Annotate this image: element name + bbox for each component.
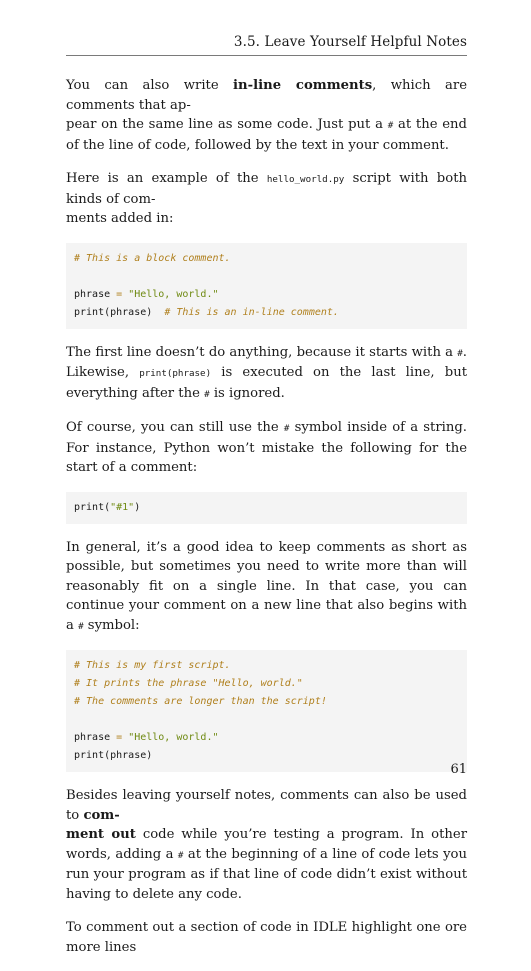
text: To comment out a section of code in IDLE highlight one ore more lines [66, 920, 467, 955]
term-inline-comments: in-line comments [233, 78, 373, 93]
paragraph-multiline-comments [66, 538, 467, 637]
text: Here is an example of the [66, 171, 267, 186]
term-comment-out: ment out [66, 827, 136, 842]
text: symbol inside of a string. For instance, Python won’t mistake the following for the start of a comment: [66, 420, 467, 475]
text: code while you’re testing a program. In other words, adding a [66, 827, 468, 862]
text: In general, it’s a good idea to keep comments as short as possible, but sometimes you need to write more than will reasonably fit on a single line. In that case, you can continue your comment on a new line that also begins with a [66, 539, 467, 633]
code-call: print( [74, 501, 111, 513]
inline-code: # [78, 620, 84, 632]
code-comment: # The comments are longer than the script! [74, 696, 327, 707]
text: The first line doesn’t do anything, because it starts with a [66, 344, 458, 360]
text: , which are comments that ap- [66, 78, 468, 113]
code-comment: # This is my first script. [74, 660, 231, 671]
page-content [66, 76, 467, 971]
text: Besides leaving yourself notes, comments can also be used to [66, 788, 467, 823]
code-comment: # This is a block comment. [74, 252, 231, 264]
code-block-multiline [66, 650, 467, 772]
text: You can also write [66, 78, 234, 93]
text: is ignored. [209, 385, 285, 401]
paragraph-comment-out [66, 786, 467, 904]
text: at the end of the line of code, followed by the text in your comment. [66, 117, 467, 153]
header-rule [66, 55, 467, 56]
code-string: "#1" [110, 501, 135, 513]
inline-code: # [457, 347, 463, 359]
code-variable: phrase [74, 732, 111, 743]
text: . Likewise, [66, 344, 467, 380]
code-block-hash-string [66, 492, 467, 524]
text: symbol: [83, 617, 140, 633]
code-call: ) [134, 501, 141, 513]
text: script with both kinds of com- [66, 171, 467, 207]
inline-code: # [283, 423, 290, 434]
code-comment: # It prints the phrase "Hello, world." [74, 678, 303, 689]
text: pear on the same line as some code. Just put a [66, 117, 388, 132]
code-string: "Hello, world." [128, 288, 219, 300]
paragraph-hash-in-string [66, 418, 467, 478]
page-number: 61 [450, 762, 467, 777]
text: Of course, you can still use the [66, 420, 284, 435]
inline-code: print(phrase) [139, 368, 212, 379]
text: is executed on the last line, but everything after the [66, 365, 468, 401]
inline-code: # [204, 388, 210, 400]
paragraph-idle-instructions [66, 918, 467, 957]
running-header: 3.5. Leave Yourself Helpful Notes [233, 34, 467, 50]
code-call: print(phrase) [74, 750, 153, 761]
inline-code-filename: hello_world.py [266, 174, 345, 185]
code-variable: phrase [74, 288, 111, 300]
code-block-example [66, 243, 467, 329]
code-string: "Hello, world." [128, 732, 219, 743]
text: at the beginning of a line of code lets you run your program as if that line of code didn’t exist without having to delete any code. [66, 846, 467, 902]
paragraph-explanation [66, 343, 467, 405]
paragraph-example-intro [66, 169, 467, 229]
text: ments added in: [66, 211, 174, 226]
code-call: print(phrase) [74, 306, 153, 318]
code-operator: = [110, 288, 129, 300]
inline-code: # [177, 849, 184, 861]
term-comment-out: com- [83, 807, 120, 823]
paragraph-inline-comments [66, 76, 467, 155]
code-inline-comment: # This is an in-line comment. [164, 306, 339, 318]
code-operator: = [110, 732, 129, 743]
inline-code: # [387, 120, 394, 131]
